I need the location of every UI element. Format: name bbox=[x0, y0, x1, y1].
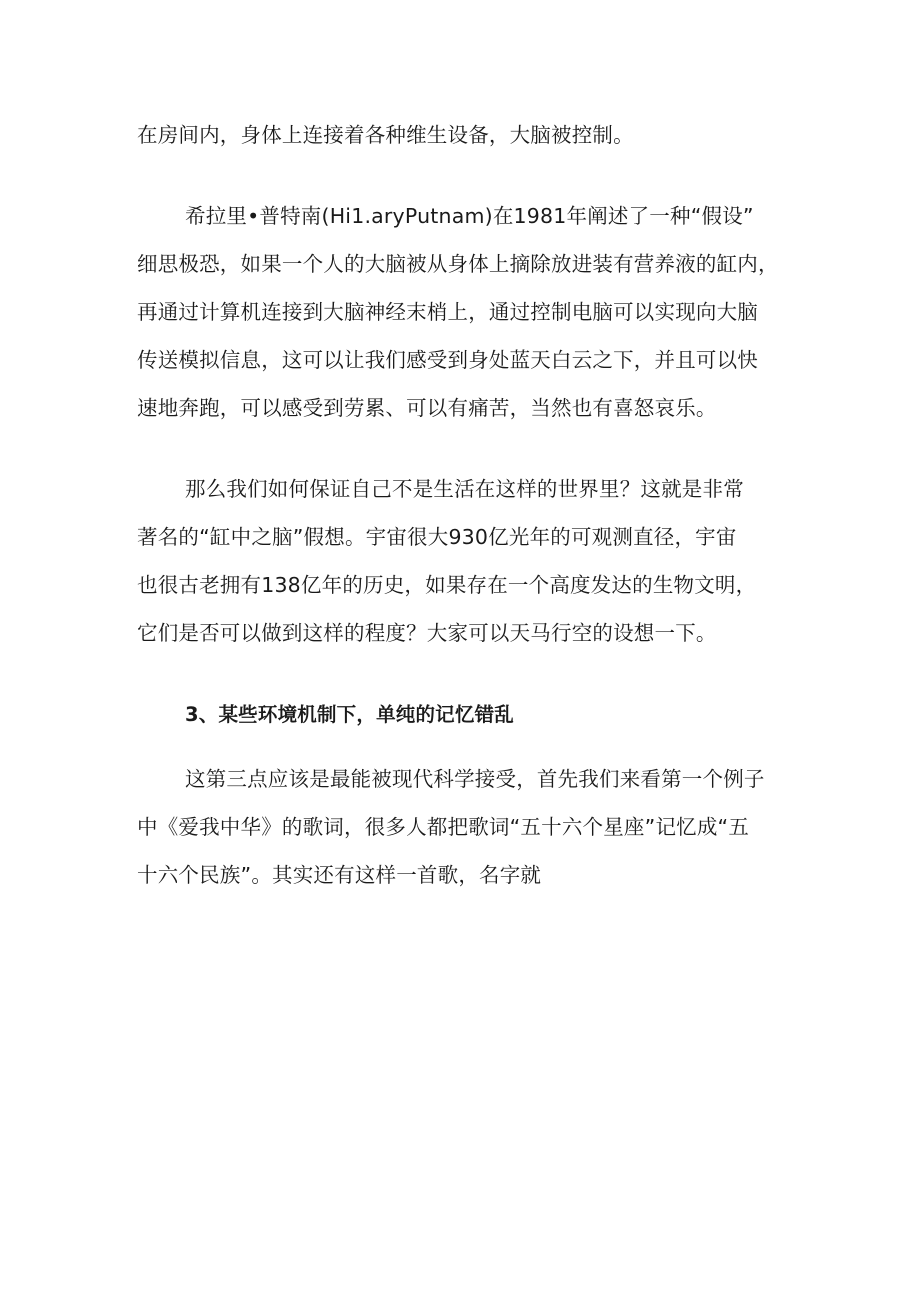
paragraph-3-line-3: 也很古老拥有138亿年的历史，如果存在一个高度发达的生物文明， bbox=[137, 573, 757, 597]
paragraph-3-line-1: 那么我们如何保证自己不是生活在这样的世界里？这就是非常 bbox=[185, 477, 744, 501]
paragraph-3-line-2: 著名的“缸中之脑”假想。宇宙很大930亿光年的可观测直径，宇宙 bbox=[137, 525, 737, 549]
paragraph-2-line-1: 希拉里•普特南(Hi1.aryPutnam)在1981年阐述了一种“假设” bbox=[185, 204, 754, 228]
paragraph-3-line-4: 它们是否可以做到这样的程度？大家可以天马行空的设想一下。 bbox=[137, 621, 717, 645]
section-heading: 3、某些环境机制下，单纯的记忆错乱 bbox=[185, 703, 514, 726]
paragraph-1-line-1: 在房间内，身体上连接着各种维生设备，大脑被控制。 bbox=[137, 123, 634, 147]
paragraph-4-line-2: 中《爱我中华》的歌词，很多人都把歌词“五十六个星座”记忆成“五 bbox=[137, 815, 750, 839]
paragraph-2-line-2: 细思极恐，如果一个人的大脑被从身体上摘除放进装有营养液的缸内， bbox=[137, 252, 779, 276]
paragraph-4-line-1: 这第三点应该是最能被现代科学接受，首先我们来看第一个例子 bbox=[185, 767, 765, 791]
paragraph-2-line-5: 速地奔跑，可以感受到劳累、可以有痛苦，当然也有喜怒哀乐。 bbox=[137, 396, 717, 420]
paragraph-2-line-4: 传送模拟信息，这可以让我们感受到身处蓝天白云之下，并且可以快 bbox=[137, 348, 758, 372]
paragraph-2-line-3: 再通过计算机连接到大脑神经末梢上，通过控制电脑可以实现向大脑 bbox=[137, 300, 758, 324]
paragraph-4-line-3: 十六个民族”。其实还有这样一首歌，名字就 bbox=[137, 863, 542, 887]
